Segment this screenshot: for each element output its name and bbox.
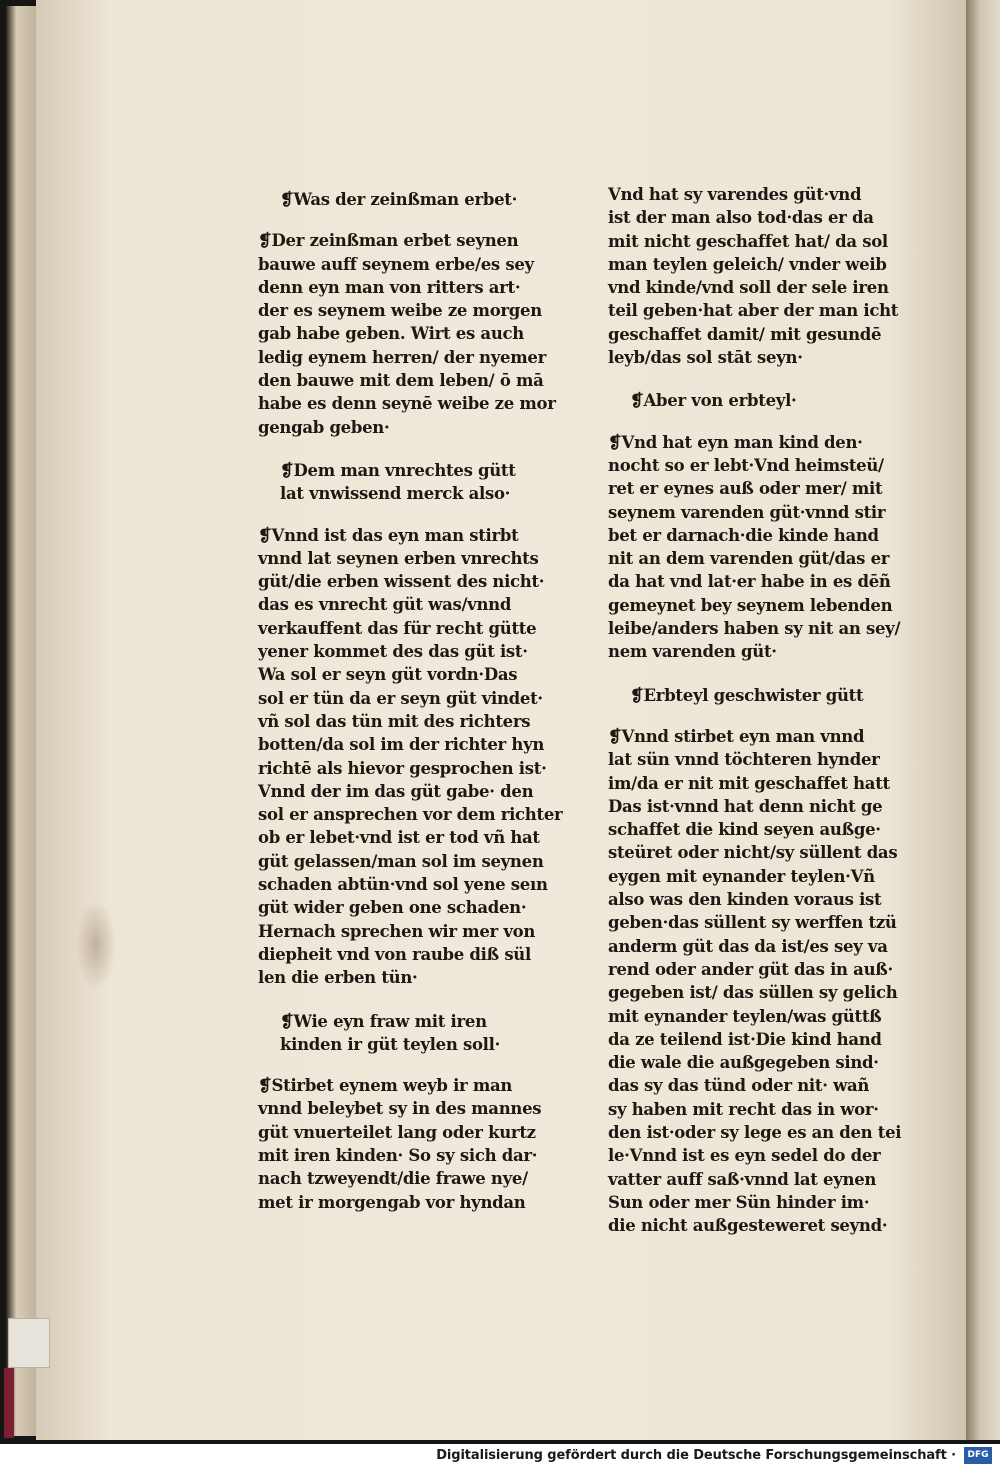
dfg-logo-icon: DFG bbox=[964, 1447, 992, 1464]
book-fore-edge bbox=[6, 6, 36, 1436]
text-line: nit an dem varenden güt/das er bbox=[608, 549, 890, 569]
text-line: sol er ansprechen vor dem richter bbox=[258, 805, 563, 825]
text-line: botten/da sol im der richter hyn bbox=[258, 735, 545, 755]
text-paragraph bbox=[258, 229, 556, 439]
text-line: bauwe auff seynem erbe/es sey bbox=[258, 254, 534, 274]
binding-ribbon bbox=[4, 1368, 14, 1438]
text-line: das sy das tünd oder nit· wañ bbox=[608, 1076, 870, 1096]
text-line: vñ sol das tün mit des richters bbox=[258, 711, 531, 731]
text-line: vnd kinde/vnd soll der sele iren bbox=[608, 278, 889, 298]
text-line: ❡Vnnd ist das eyn man stirbt bbox=[258, 525, 519, 545]
text-line: vatter auff saß·vnnd lat eynen bbox=[608, 1169, 877, 1189]
text-line: das es vnrecht güt was/vnnd bbox=[258, 595, 512, 615]
text-line: ob er lebet·vnd ist er tod vñ hat bbox=[258, 828, 540, 848]
text-paragraph bbox=[608, 183, 899, 369]
text-line: der es seynem weibe ze morgen bbox=[258, 301, 542, 321]
text-line: ret er eynes auß oder mer/ mit bbox=[608, 479, 883, 499]
text-line: also was den kinden voraus ist bbox=[608, 890, 882, 910]
text-line: den bauwe mit dem leben/ ō mā bbox=[258, 371, 544, 391]
text-line: Sun oder mer Sün hinder im· bbox=[608, 1192, 870, 1212]
text-line: nocht so er lebt·Vnd heimsteü/ bbox=[608, 455, 884, 475]
text-line: ❡Erbteyl geschwister gütt bbox=[630, 685, 864, 705]
footer-bar bbox=[0, 1444, 1000, 1468]
text-line: habe es denn seynē weibe ze mor bbox=[258, 394, 556, 414]
text-line: im/da er nit mit geschaffet hatt bbox=[608, 773, 890, 793]
text-line: den ist·oder sy lege es an den tei bbox=[608, 1122, 902, 1142]
text-line: geschaffet damit/ mit gesundē bbox=[608, 324, 882, 344]
text-line: mit eynander teylen/was güttß bbox=[608, 1006, 882, 1026]
text-line: güt/die erben wissent des nicht· bbox=[258, 572, 545, 592]
text-line: man teylen geleich/ vnder weib bbox=[608, 254, 887, 274]
text-line: gemeynet bey seynem lebenden bbox=[608, 595, 893, 615]
text-line: ❡Der zeinßman erbet seynen bbox=[258, 231, 519, 251]
text-line: schaden abtün·vnd sol yene seın bbox=[258, 875, 548, 895]
text-line: anderm güt das da ist/es sey va bbox=[608, 936, 888, 956]
section-heading bbox=[608, 684, 883, 707]
section-heading bbox=[258, 459, 533, 506]
text-line: rend oder ander güt das in auß· bbox=[608, 959, 893, 979]
text-line: sy haben mit recht das in wor· bbox=[608, 1099, 879, 1119]
text-line: denn eyn man von ritters art· bbox=[258, 277, 521, 297]
text-line: steüret oder nicht/sy süllent das bbox=[608, 843, 898, 863]
text-line: sol er tün da er seyn güt vindet· bbox=[258, 688, 543, 708]
text-line: teil geben·hat aber der man icht bbox=[608, 301, 899, 321]
text-line: vnnd lat seynen erben vnrechts bbox=[258, 548, 539, 568]
text-line: len die erben tün· bbox=[258, 968, 418, 988]
text-line: ❡Wie eyn fraw mit iren bbox=[280, 1011, 487, 1031]
text-line: nach tzweyendt/die frawe nye/ bbox=[258, 1169, 528, 1189]
page-gutter bbox=[966, 0, 1000, 1440]
text-line: gengab geben· bbox=[258, 417, 390, 437]
text-line: gab habe geben. Wirt es auch bbox=[258, 324, 524, 344]
text-column-left bbox=[258, 188, 563, 1234]
text-line: leyb/das sol stāt seyn· bbox=[608, 348, 803, 368]
text-paragraph bbox=[258, 524, 563, 990]
text-line: ledig eynem herren/ der nyemer bbox=[258, 347, 546, 367]
text-line: lat vnwissend merck also· bbox=[280, 484, 511, 504]
text-line: da hat vnd lat·er habe in es dēñ bbox=[608, 572, 891, 592]
text-line: ❡Stirbet eynem weyb ir man bbox=[258, 1076, 513, 1096]
text-line: seynem varenden güt·vnnd stir bbox=[608, 502, 886, 522]
text-line: richtē als hievor gesprochen ist· bbox=[258, 758, 547, 778]
funding-credit: Digitalisierung gefördert durch die Deutsche Forschungsgemeinschaft · bbox=[436, 1448, 956, 1463]
text-line: die wale die außgegeben sind· bbox=[608, 1053, 879, 1073]
text-line: eygen mit eynander teylen·Vñ bbox=[608, 866, 875, 886]
text-line: Hernach sprechen wir mer von bbox=[258, 921, 536, 941]
text-line: schaffet die kind seyen außge· bbox=[608, 820, 881, 840]
text-line: met ir morgengab vor hyndan bbox=[258, 1192, 526, 1212]
text-line: güt vnuerteilet lang oder kurtz bbox=[258, 1122, 536, 1142]
text-line: ❡Dem man vnrechtes gütt bbox=[280, 460, 516, 480]
text-line: ❡Vnnd stirbet eyn man vnnd bbox=[608, 726, 865, 746]
text-line: kinden ir güt teylen soll· bbox=[280, 1034, 501, 1054]
text-line: Wa sol er seyn güt vordn·Das bbox=[258, 665, 518, 685]
page-stain bbox=[76, 900, 116, 990]
text-paragraph bbox=[608, 431, 901, 664]
text-line: diepheit vnd von raube diß sül bbox=[258, 944, 531, 964]
text-line: mit nicht geschaffet hat/ da sol bbox=[608, 231, 888, 251]
section-heading bbox=[608, 389, 883, 412]
text-line: die nicht außgesteweret seynd· bbox=[608, 1216, 888, 1236]
text-line: nem varenden güt· bbox=[608, 642, 777, 662]
text-line: Vnd hat sy varendes güt·vnd bbox=[608, 185, 862, 204]
text-line: ❡Aber von erbteyl· bbox=[630, 391, 797, 411]
text-line: ist der man also tod·das er da bbox=[608, 208, 874, 228]
text-line: güt gelassen/man sol im seynen bbox=[258, 851, 544, 871]
page-tab bbox=[8, 1318, 50, 1368]
section-heading bbox=[258, 188, 533, 211]
text-line: lat sün vnnd töchteren hynder bbox=[608, 750, 880, 770]
section-heading bbox=[258, 1010, 533, 1057]
text-line: bet er darnach·die kinde hand bbox=[608, 525, 879, 545]
text-paragraph bbox=[258, 1074, 542, 1214]
text-column-right bbox=[608, 183, 902, 1257]
text-line: leibe/anders haben sy nit an sey/ bbox=[608, 619, 901, 639]
text-line: verkauffent das für recht gütte bbox=[258, 618, 537, 638]
text-line: Das ist·vnnd hat denn nicht ge bbox=[608, 796, 883, 816]
text-line: yener kommet des das güt ist· bbox=[258, 642, 528, 662]
text-line: gegeben ist/ das süllen sy gelich bbox=[608, 983, 898, 1003]
text-line: ❡Vnd hat eyn man kind den· bbox=[608, 432, 863, 452]
text-line: ❡Was der zeinßman erbet· bbox=[280, 190, 518, 209]
text-line: geben·das süllent sy werffen tzü bbox=[608, 913, 897, 933]
text-line: mit iren kinden· So sy sich dar· bbox=[258, 1145, 538, 1165]
text-line: da ze teilend ist·Die kind hand bbox=[608, 1029, 882, 1049]
text-line: le·Vnnd ist es eyn sedel do der bbox=[608, 1146, 881, 1166]
text-line: güt wider geben one schaden· bbox=[258, 898, 527, 918]
text-line: vnnd beleybet sy in des mannes bbox=[258, 1099, 542, 1119]
text-line: Vnnd der im das güt gabe· den bbox=[258, 781, 534, 801]
text-paragraph bbox=[608, 725, 902, 1238]
